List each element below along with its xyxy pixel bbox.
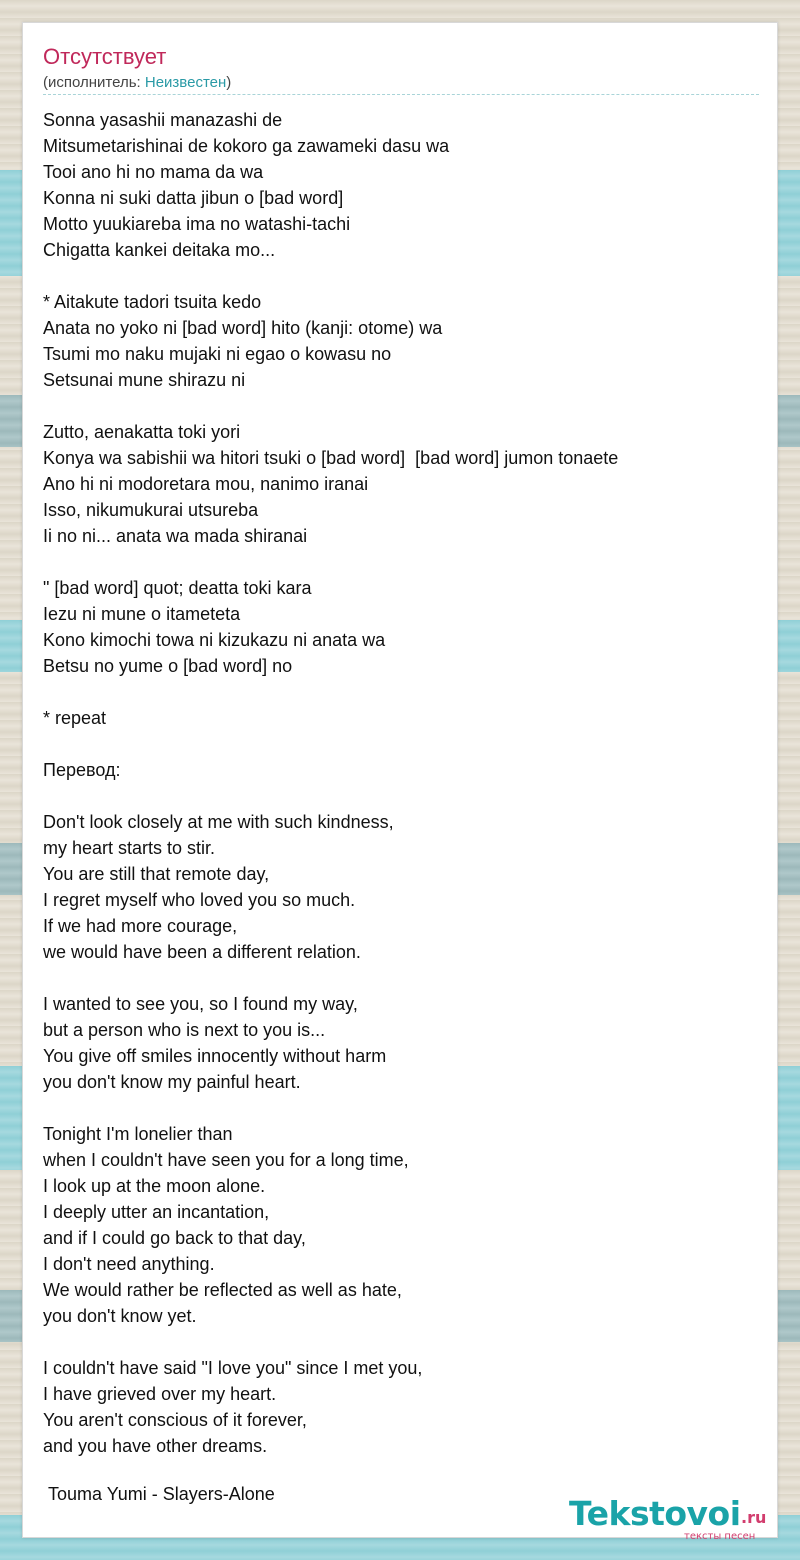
site-logo[interactable] xyxy=(569,1494,779,1542)
lyric-line: Iezu ni mune o itameteta xyxy=(43,604,241,624)
lyric-line: Isso, nikumukurai utsureba xyxy=(43,500,259,520)
lyric-line: Tooi ano hi no mama da wa xyxy=(43,162,264,182)
logo-tld: .ru xyxy=(741,1508,767,1527)
lyrics-text xyxy=(43,107,618,1459)
lyric-line: Ano hi ni modoretara mou, nanimo iranai xyxy=(43,474,369,494)
lyric-line: Chigatta kankei deitaka mo... xyxy=(43,240,276,260)
lyric-line: I don't need anything. xyxy=(43,1254,215,1274)
lyric-line: Setsunai mune shirazu ni xyxy=(43,370,246,390)
lyric-line: * Aitakute tadori tsuita kedo xyxy=(43,292,262,312)
lyric-line: Konya wa sabishii wa hitori tsuki o [bad word] [bad word] jumon tonaete xyxy=(43,448,619,468)
lyric-line xyxy=(43,679,618,705)
lyric-line xyxy=(43,965,618,991)
lyric-line: I deeply utter an incantation, xyxy=(43,1202,270,1222)
title-divider xyxy=(43,94,759,95)
lyric-line xyxy=(43,1329,618,1355)
lyric-line: Konna ni suki datta jibun o [bad word] xyxy=(43,188,344,208)
logo-wordmark: Tekstovoi xyxy=(569,1494,741,1533)
lyric-line: Sonna yasashii manazashi de xyxy=(43,110,283,130)
lyric-line: and if I could go back to that day, xyxy=(43,1228,306,1248)
song-title: Отсутствует xyxy=(43,44,167,69)
lyric-line xyxy=(43,731,618,757)
lyric-line xyxy=(43,783,618,809)
lyric-line: You are still that remote day, xyxy=(43,864,270,884)
lyric-line: You aren't conscious of it forever, xyxy=(43,1410,307,1430)
lyric-line: my heart starts to stir. xyxy=(43,838,216,858)
lyric-line: Kono kimochi towa ni kizukazu ni anata wa xyxy=(43,630,386,650)
lyric-line: Anata no yoko ni [bad word] hito (kanji: otome) wa xyxy=(43,318,443,338)
lyric-line: you don't know my painful heart. xyxy=(43,1072,301,1092)
lyric-line: You give off smiles innocently without harm xyxy=(43,1046,387,1066)
lyric-line: Betsu no yume o [bad word] no xyxy=(43,656,293,676)
lyric-line: Tonight I'm lonelier than xyxy=(43,1124,233,1144)
lyric-line: I look up at the moon alone. xyxy=(43,1176,266,1196)
lyric-line: * repeat xyxy=(43,708,107,728)
lyric-line: you don't know yet. xyxy=(43,1306,197,1326)
lyric-line: Zutto, aenakatta toki yori xyxy=(43,422,241,442)
lyric-line xyxy=(43,1095,618,1121)
artist-prefix: (исполнитель: xyxy=(43,74,145,91)
lyric-line: I regret myself who loved you so much. xyxy=(43,890,356,910)
lyric-line: Mitsumetarishinai de kokoro ga zawameki dasu wa xyxy=(43,136,450,156)
lyric-line: Перевод: xyxy=(43,760,121,780)
lyric-line: If we had more courage, xyxy=(43,916,238,936)
lyric-line: we would have been a different relation. xyxy=(43,942,361,962)
lyric-line: I have grieved over my heart. xyxy=(43,1384,277,1404)
lyric-line: Motto yuukiareba ima no watashi-tachi xyxy=(43,214,351,234)
lyric-line: Don't look closely at me with such kindness, xyxy=(43,812,394,832)
lyric-line xyxy=(43,393,618,419)
lyrics-card xyxy=(22,22,778,1542)
lyric-line: but a person who is next to you is... xyxy=(43,1020,326,1040)
lyric-line: when I couldn't have seen you for a long time, xyxy=(43,1150,409,1170)
lyric-line: Ii no ni... anata wa mada shiranai xyxy=(43,526,308,546)
lyric-line: We would rather be reflected as well as hate, xyxy=(43,1280,402,1300)
artist-line xyxy=(43,74,231,91)
lyric-line xyxy=(43,549,618,575)
logo-tagline: тексты песен xyxy=(684,1531,756,1542)
artist-suffix: ) xyxy=(226,74,232,91)
song-credit: Touma Yumi - Slayers-Alone xyxy=(48,1484,275,1504)
lyric-line: Tsumi mo naku mujaki ni egao o kowasu no xyxy=(43,344,392,364)
artist-link[interactable]: Неизвестен xyxy=(144,74,227,91)
lyric-line xyxy=(43,263,618,289)
lyric-line: I wanted to see you, so I found my way, xyxy=(43,994,358,1014)
lyric-line: " [bad word] quot; deatta toki kara xyxy=(43,578,312,598)
lyric-line: and you have other dreams. xyxy=(43,1436,268,1456)
lyric-line: I couldn't have said "I love you" since I met you, xyxy=(43,1358,423,1378)
